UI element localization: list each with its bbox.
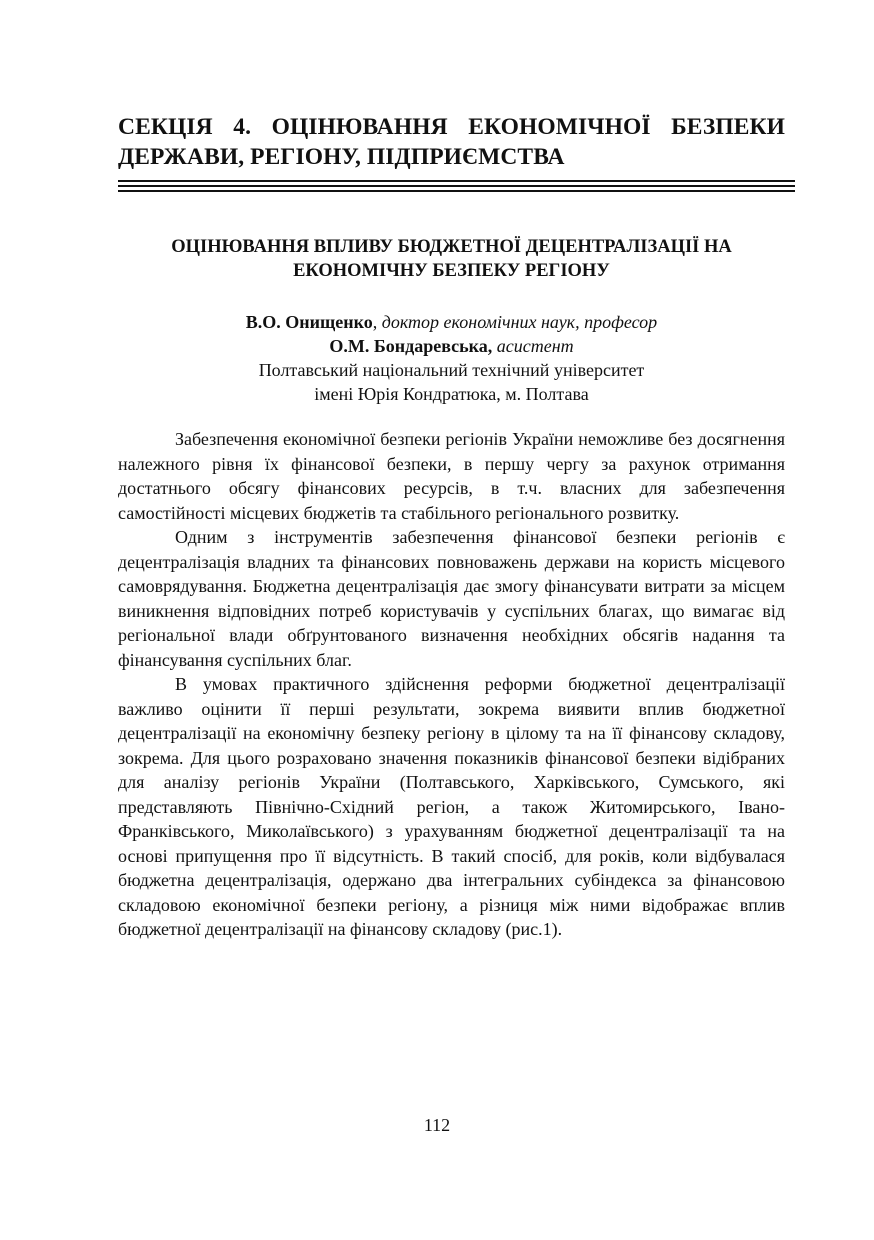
section-heading [118, 112, 785, 172]
divider-line [118, 190, 795, 192]
author-name: О.М. Бондаревська, [329, 336, 493, 356]
divider-line [118, 185, 795, 187]
affiliation-line-1: Полтавський національний технічний університет [258, 360, 645, 380]
document-page [118, 112, 785, 942]
article-title-line-2: ЕКОНОМІЧНУ БЕЗПЕКУ РЕГІОНУ [293, 261, 610, 281]
authors-block [118, 310, 785, 406]
article-title [118, 235, 785, 283]
article-body [118, 427, 785, 942]
author-line [118, 310, 785, 334]
page-number: 112 [423, 1115, 451, 1135]
body-paragraph: Забезпечення економічної безпеки регіонів України неможливе без досягнення належного рівня їх фінансової безпеки, в першу чергу за рахунок отримання достатнього обсягу фінансових ресурсів, в т.ч. власних для забезпечення самостійності місцевих бюджетів та стабільного регіонального розвитку. [118, 429, 785, 523]
author-name: В.О. Онищенко [245, 312, 373, 332]
author-separator: , [372, 312, 382, 332]
section-heading-line-1: СЕКЦІЯ 4. ОЦІНЮВАННЯ ЕКОНОМІЧНОЇ БЕЗПЕКИ [118, 114, 785, 140]
author-role: доктор економічних наук, професор [381, 312, 658, 332]
article-title-line-1: ОЦІНЮВАННЯ ВПЛИВУ БЮДЖЕТНОЇ ДЕЦЕНТРАЛІЗАЦІЇ НА [171, 237, 732, 257]
author-line [118, 334, 785, 358]
author-role: асистент [496, 336, 574, 356]
affiliation-line-2: імені Юрія Кондратюка, м. Полтава [314, 384, 589, 404]
body-paragraph: Одним з інструментів забезпечення фінансової безпеки регіонів є децентралізація владних та фінансових повноважень держави на користь місцевого самоврядування. Бюджетна децентралізація дає змогу фінансувати витрати за місцем виникнення відповідних потреб користувачів у суспільних благах, що вимагає від регіональної влади обґрунтованого визначення необхідних обсягів надання та фінансування суспільних благ. [118, 527, 785, 670]
body-paragraph: В умовах практичного здійснення реформи бюджетної децентралізації важливо оцінити її перші результати, зокрема виявити вплив бюджетної децентралізації на економічну безпеку регіону в цілому та на її фінансову складову, зокрема. Для цього розраховано значення показників фінансової безпеки відібраних для аналізу регіонів України (Полтавського, Харківського, Сумського, які представляють Північно-Східний регіон, а також Житомирського, Івано-Франківського, Миколаївського) з урахуванням бюджетної децентралізації та на основі припущення про її відсутність. В такий спосіб, для років, коли відбувалася бюджетна децентралізація, одержано два інтегральних субіндекса за фінансовою складовою економічної безпеки регіону, а різниця між ними відображає вплив бюджетної децентралізації на фінансову складову (рис.1). [118, 674, 785, 939]
section-heading-line-2: ДЕРЖАВИ, РЕГІОНУ, ПІДПРИЄМСТВА [118, 144, 565, 170]
divider-line [118, 180, 795, 182]
section-divider [118, 180, 785, 193]
